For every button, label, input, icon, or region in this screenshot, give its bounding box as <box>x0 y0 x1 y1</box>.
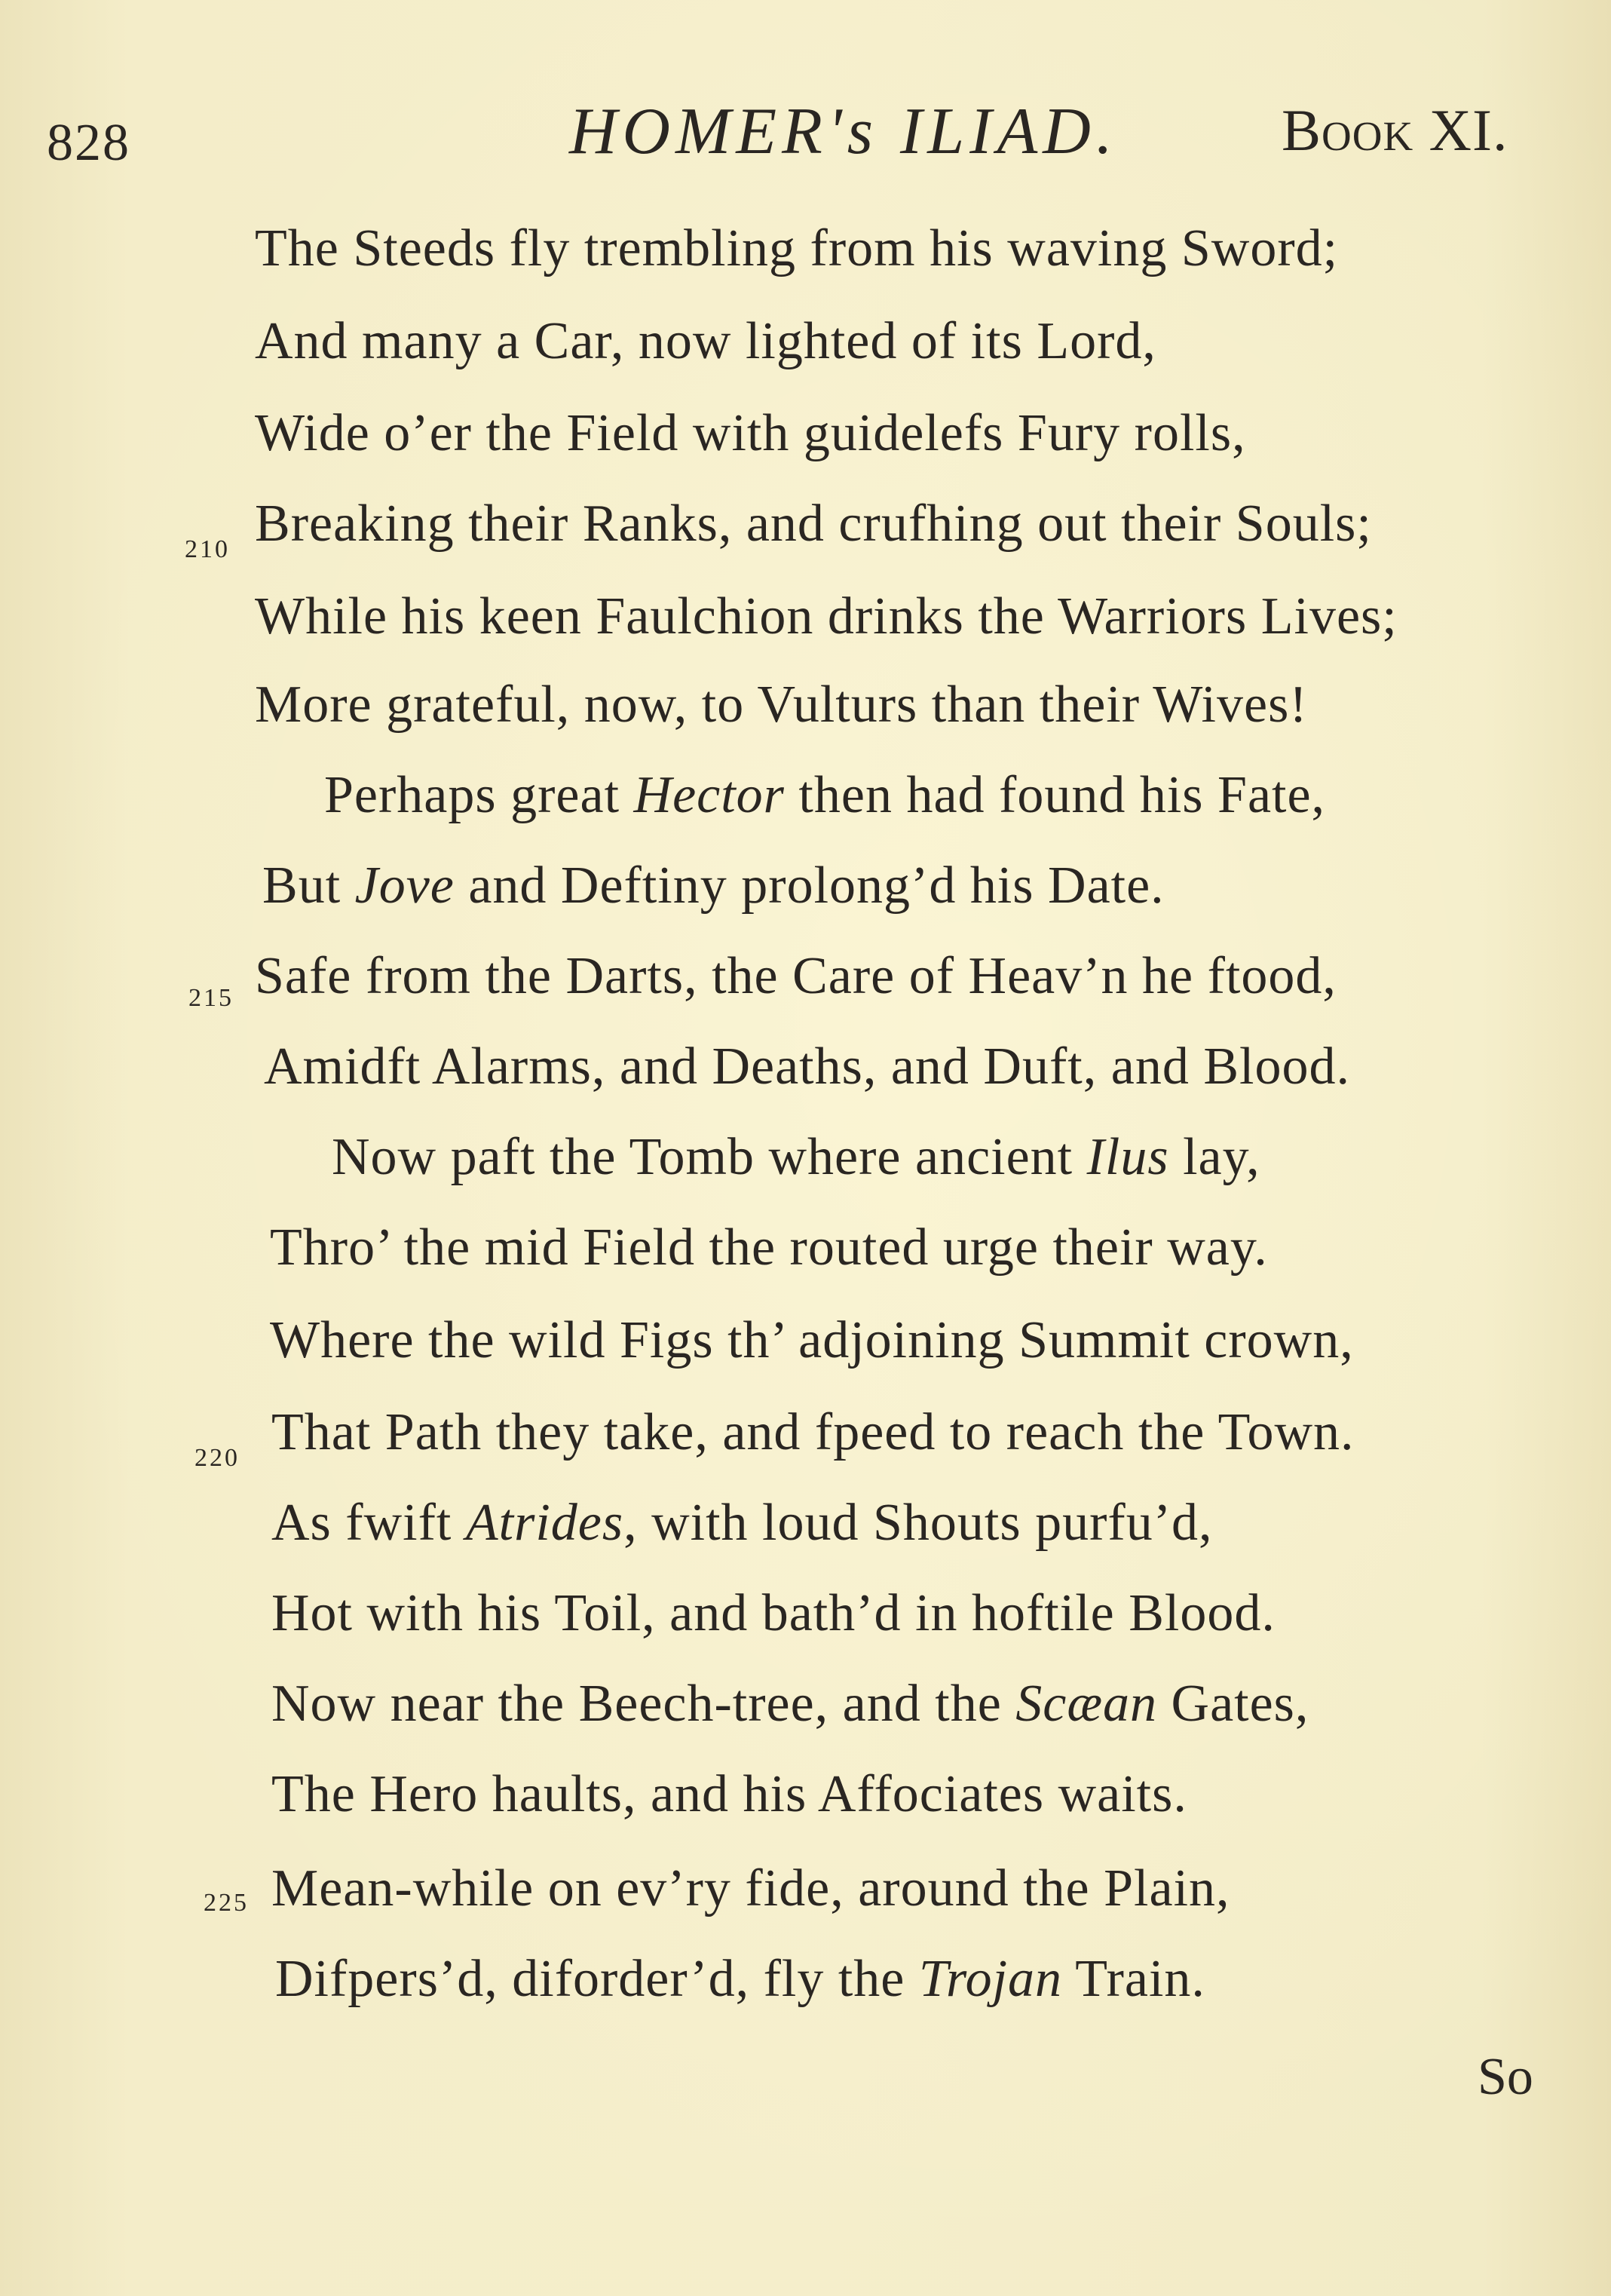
verse-line <box>0 311 1611 394</box>
verse-line <box>0 494 1611 577</box>
verse-text: Safe from the Darts, the Care of Heav’n he ftood, <box>255 947 1337 1005</box>
verse-line <box>0 856 1611 939</box>
verse-line <box>0 1218 1611 1301</box>
verse-line <box>0 1127 1611 1210</box>
verse-text: Wide o’er the Field with guidelefs Fury rolls, <box>255 404 1246 462</box>
verse-line <box>0 675 1611 758</box>
verse-text: Where the wild Figs th’ adjoining Summit crown, <box>270 1311 1354 1369</box>
line-number: 210 <box>185 535 230 563</box>
verse-text: Now paft the Tomb where ancient Ilus lay, <box>332 1128 1260 1186</box>
verse-line <box>0 1583 1611 1666</box>
verse-text: Breaking their Ranks, and crufhing out their Souls; <box>255 495 1372 553</box>
verse-text: More grateful, now, to Vulturs than their Wives! <box>255 676 1308 734</box>
verse-line <box>0 219 1611 302</box>
verse-text: Difpers’d, diforder’d, fly the Trojan Train. <box>275 1950 1205 2008</box>
verse-text: As fwift Atrides, with loud Shouts purfu’d, <box>271 1494 1213 1552</box>
line-number: 225 <box>204 1889 249 1917</box>
verse-line <box>0 1764 1611 1847</box>
verse-line <box>0 1949 1611 2032</box>
verse-text: The Steeds fly trembling from his waving Sword; <box>255 219 1339 277</box>
line-number: 215 <box>188 984 234 1012</box>
verse-line <box>0 1037 1611 1120</box>
verse-line <box>0 1402 1611 1485</box>
verse-line <box>0 1674 1611 1757</box>
catchword: So <box>1478 2048 1533 2106</box>
verse-line <box>0 1859 1611 1942</box>
verse-line <box>0 587 1611 670</box>
page-number: 828 <box>47 114 130 172</box>
verse-text: That Path they take, and fpeed to reach the Town. <box>271 1403 1355 1461</box>
verse-line <box>0 1310 1611 1393</box>
verse-text: The Hero haults, and his Affociates waits. <box>271 1765 1187 1823</box>
verse-line <box>0 1493 1611 1576</box>
verse-text: While his keen Faulchion drinks the Warriors Lives; <box>255 587 1398 645</box>
verse-text: Mean-while on ev’ry fide, around the Plain, <box>271 1859 1230 1917</box>
verse-text: Perhaps great Hector then had found his Fate, <box>324 766 1326 824</box>
verse-text: But Jove and Deftiny prolong’d his Date. <box>262 857 1165 915</box>
verse-line <box>0 946 1611 1029</box>
verse-text: Hot with his Toil, and bath’d in hoftile Blood. <box>271 1584 1276 1642</box>
verse-line <box>0 765 1611 848</box>
book-label: Book XI. <box>1282 97 1508 163</box>
verse-text: And many a Car, now lighted of its Lord, <box>255 312 1156 370</box>
running-title: HOMER's ILIAD. <box>569 95 1118 168</box>
verse-text: Amidft Alarms, and Deaths, and Duft, and Blood. <box>264 1038 1350 1096</box>
line-number: 220 <box>194 1444 240 1472</box>
verse-text: Thro’ the mid Field the routed urge their way. <box>270 1219 1268 1277</box>
page-header <box>0 90 1611 181</box>
verse-line <box>0 403 1611 486</box>
verse-text: Now near the Beech-tree, and the Scæan Gates, <box>271 1675 1309 1733</box>
